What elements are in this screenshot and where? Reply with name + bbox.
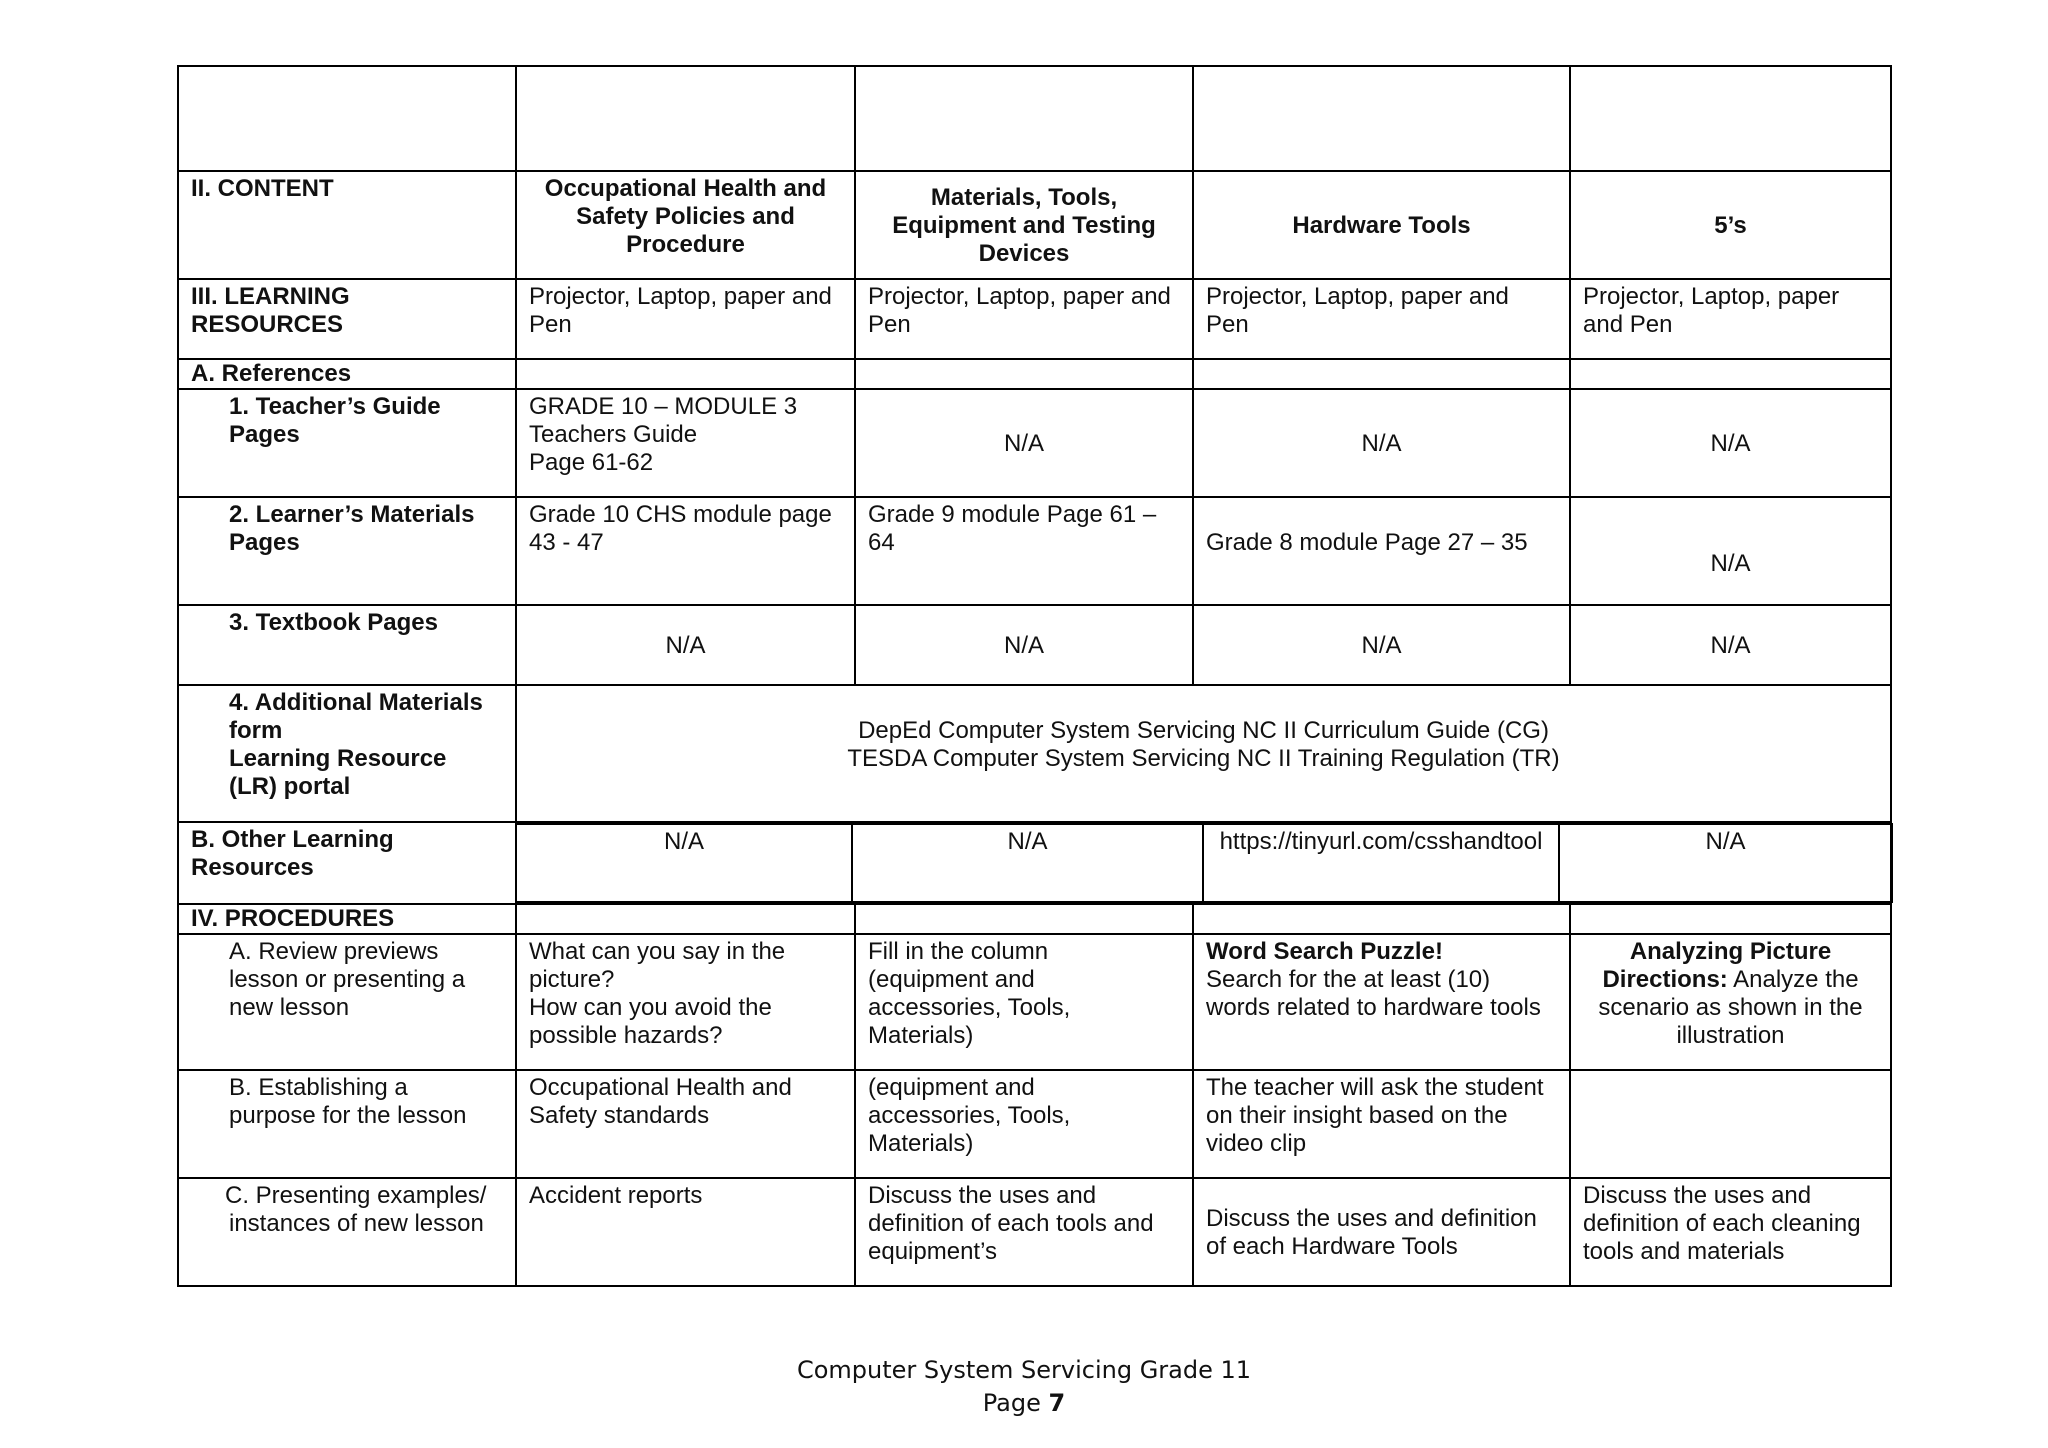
empty-cell — [1193, 359, 1570, 389]
label-line: 2. Learner’s Materials — [229, 501, 475, 528]
teachers-guide-label — [178, 389, 516, 497]
empty-cell — [1193, 904, 1570, 934]
cell-line: definition of each tools and — [868, 1210, 1154, 1237]
empty-cell — [1570, 359, 1891, 389]
procedure-b-day-2 — [855, 1070, 1193, 1178]
empty-cell — [855, 66, 1193, 171]
other-resources-day-1: N/A — [517, 824, 852, 902]
label-line: instances of new lesson — [229, 1210, 484, 1237]
label-line: Resources — [191, 854, 314, 881]
learners-materials-day-1 — [516, 497, 855, 605]
page-label: Page — [982, 1389, 1049, 1417]
cell-line: accessories, Tools, — [868, 994, 1071, 1021]
procedure-c-label — [178, 1178, 516, 1286]
cell-line: scenario as shown in the — [1598, 994, 1863, 1021]
cell-line: Page 61-62 — [529, 449, 654, 476]
label-line: C. Presenting examples/ — [225, 1182, 487, 1209]
footer-title: Computer System Servicing Grade 11 — [796, 1356, 1252, 1384]
content-day-1: Occupational Health and Safety Policies and Procedure — [516, 171, 855, 279]
procedure-c-day-2 — [855, 1178, 1193, 1286]
procedures-row — [178, 904, 1891, 934]
content-row — [178, 171, 1891, 279]
textbook-label: 3. Textbook Pages — [178, 605, 516, 685]
procedure-a-day-4 — [1570, 934, 1891, 1070]
learners-materials-day-4 — [1570, 497, 1891, 605]
other-resources-day-4: N/A — [1559, 824, 1892, 902]
teachers-guide-day-1 — [516, 389, 855, 497]
table-row — [178, 66, 1891, 171]
references-row — [178, 359, 1891, 389]
empty-cell — [1193, 66, 1570, 171]
label-line: 4. Additional Materials — [229, 689, 483, 716]
procedure-a-row — [178, 934, 1891, 1070]
page-number — [0, 1389, 2048, 1417]
cell-line: (equipment and — [868, 1074, 1035, 1101]
procedure-c-day-3 — [1193, 1178, 1570, 1286]
cell-line: words related to hardware tools — [1206, 994, 1541, 1021]
procedure-c-day-1: Accident reports — [516, 1178, 855, 1286]
label-line: lesson or presenting a — [229, 966, 466, 993]
procedure-c-row — [178, 1178, 1891, 1286]
procedure-a-day-3 — [1193, 934, 1570, 1070]
cell-line: definition of each cleaning — [1583, 1210, 1861, 1237]
content-day-2: Materials, Tools, Equipment and Testing Devices — [855, 171, 1193, 279]
cell-line: (equipment and — [868, 966, 1035, 993]
procedure-b-day-1 — [516, 1070, 855, 1178]
cell-line: equipment’s — [868, 1238, 997, 1265]
cell-line: illustration — [1676, 1022, 1785, 1049]
teachers-guide-day-4: N/A — [1570, 389, 1891, 497]
procedure-c-day-4 — [1570, 1178, 1891, 1286]
label-line: 1. Teacher’s Guide — [229, 393, 441, 420]
cell-line: Discuss the uses and — [868, 1182, 1097, 1209]
cell-line: Occupational Health and — [529, 1074, 792, 1101]
procedure-b-label — [178, 1070, 516, 1178]
label-line: new lesson — [229, 994, 350, 1021]
textbook-day-4: N/A — [1570, 605, 1891, 685]
other-resources-cells — [516, 822, 1891, 904]
curriculum-guide-text: DepEd Computer System Servicing NC II Curriculum Guide (CG) — [858, 717, 1549, 744]
training-regulation-text: TESDA Computer System Servicing NC II Training Regulation (TR) — [847, 745, 1560, 772]
cell-line: What can you say in the — [529, 938, 786, 965]
textbook-day-1: N/A — [516, 605, 855, 685]
label-line: purpose for the lesson — [229, 1102, 467, 1129]
table-row — [517, 824, 1892, 902]
content-day-3: Hardware Tools — [1193, 171, 1570, 279]
additional-materials-label — [178, 685, 516, 822]
cell-line: Projector, Laptop, paper — [1583, 283, 1840, 310]
content-day-4: 5’s — [1570, 171, 1891, 279]
learners-materials-label — [178, 497, 516, 605]
empty-cell — [516, 359, 855, 389]
cell-line: picture? — [529, 966, 615, 993]
activity-title: Word Search Puzzle! — [1206, 938, 1443, 965]
cell-line: accessories, Tools, — [868, 1102, 1071, 1129]
cell-line: 64 — [868, 529, 895, 556]
learning-resources-row — [178, 279, 1891, 359]
cell-line: N/A — [1710, 549, 1751, 577]
cell-line: Discuss the uses and — [1583, 1182, 1812, 1209]
directions-label: Directions: — [1602, 966, 1728, 993]
learning-resources-label — [178, 279, 516, 359]
learners-materials-day-2 — [855, 497, 1193, 605]
lesson-plan-table — [177, 65, 1892, 1287]
cell-line: Search for the at least (10) — [1206, 966, 1491, 993]
label-line: (LR) portal — [229, 773, 351, 800]
procedures-label: IV. PROCEDURES — [178, 904, 516, 934]
textbook-row — [178, 605, 1891, 685]
procedure-a-label — [178, 934, 516, 1070]
empty-cell — [516, 66, 855, 171]
learning-resources-day-3: Projector, Laptop, paper and Pen — [1193, 279, 1570, 359]
additional-materials-row — [178, 685, 1891, 822]
cell-line: Grade 9 module Page 61 – — [868, 501, 1157, 528]
empty-cell — [516, 904, 855, 934]
label-line: B. Establishing a — [229, 1074, 408, 1101]
page-number-value: 7 — [1048, 1389, 1066, 1417]
learning-resources-day-2: Projector, Laptop, paper and Pen — [855, 279, 1193, 359]
cell-line: Fill in the column — [868, 938, 1049, 965]
cell-line: Teachers Guide — [529, 421, 698, 448]
textbook-day-3: N/A — [1193, 605, 1570, 685]
cell-line: Grade 10 CHS module page — [529, 501, 832, 528]
activity-title: Analyzing Picture — [1629, 938, 1832, 965]
cell-line: Safety standards — [529, 1102, 710, 1129]
cell-line: GRADE 10 – MODULE 3 — [529, 393, 798, 420]
empty-cell — [1570, 904, 1891, 934]
textbook-day-2: N/A — [855, 605, 1193, 685]
empty-cell — [855, 359, 1193, 389]
procedure-b-day-3 — [1193, 1070, 1570, 1178]
label-line: RESOURCES — [191, 311, 344, 338]
procedure-a-day-1 — [516, 934, 855, 1070]
cell-line: tools and materials — [1583, 1238, 1785, 1265]
cell-line: The teacher will ask the student — [1206, 1074, 1544, 1101]
label-line: III. LEARNING — [191, 283, 350, 310]
cell-line: How can you avoid the — [529, 994, 772, 1021]
procedure-b-day-4 — [1570, 1070, 1891, 1178]
empty-cell — [178, 66, 516, 171]
learning-resources-day-4 — [1570, 279, 1891, 359]
learners-materials-day-3 — [1193, 497, 1570, 605]
label-line: Pages — [229, 421, 300, 448]
content-label: II. CONTENT — [178, 171, 516, 279]
empty-cell — [1570, 66, 1891, 171]
label-line: form — [229, 717, 283, 744]
label-line: Learning Resource — [229, 745, 447, 772]
teachers-guide-day-2: N/A — [855, 389, 1193, 497]
cell-line: Materials) — [868, 1130, 974, 1157]
other-resources-day-2: N/A — [852, 824, 1203, 902]
cell-line — [1583, 966, 1878, 994]
procedure-b-row — [178, 1070, 1891, 1178]
cell-line: on their insight based on the — [1206, 1102, 1508, 1129]
cell-line: video clip — [1206, 1130, 1307, 1157]
learning-resources-day-1: Projector, Laptop, paper and Pen — [516, 279, 855, 359]
label-line: A. Review previews — [229, 938, 439, 965]
other-resources-row — [178, 822, 1891, 904]
other-resources-subtable — [517, 823, 1893, 903]
procedure-a-day-2 — [855, 934, 1193, 1070]
teachers-guide-row — [178, 389, 1891, 497]
directions-text: Analyze the — [1727, 966, 1859, 993]
cell-line: of each Hardware Tools — [1206, 1232, 1458, 1260]
other-resources-link[interactable]: https://tinyurl.com/csshandtool — [1203, 824, 1559, 902]
cell-line: Discuss the uses and definition — [1206, 1204, 1537, 1232]
learners-materials-row — [178, 497, 1891, 605]
cell-line: 43 - 47 — [529, 529, 604, 556]
additional-materials-content — [516, 685, 1891, 822]
references-label: A. References — [178, 359, 516, 389]
empty-cell — [855, 904, 1193, 934]
cell-line: Grade 8 module Page 27 – 35 — [1206, 529, 1528, 556]
cell-line: Materials) — [868, 1022, 974, 1049]
other-resources-label — [178, 822, 516, 904]
label-line: Pages — [229, 529, 300, 556]
teachers-guide-day-3: N/A — [1193, 389, 1570, 497]
cell-line: possible hazards? — [529, 1022, 723, 1049]
label-line: B. Other Learning — [191, 826, 394, 853]
cell-line: and Pen — [1583, 311, 1673, 338]
